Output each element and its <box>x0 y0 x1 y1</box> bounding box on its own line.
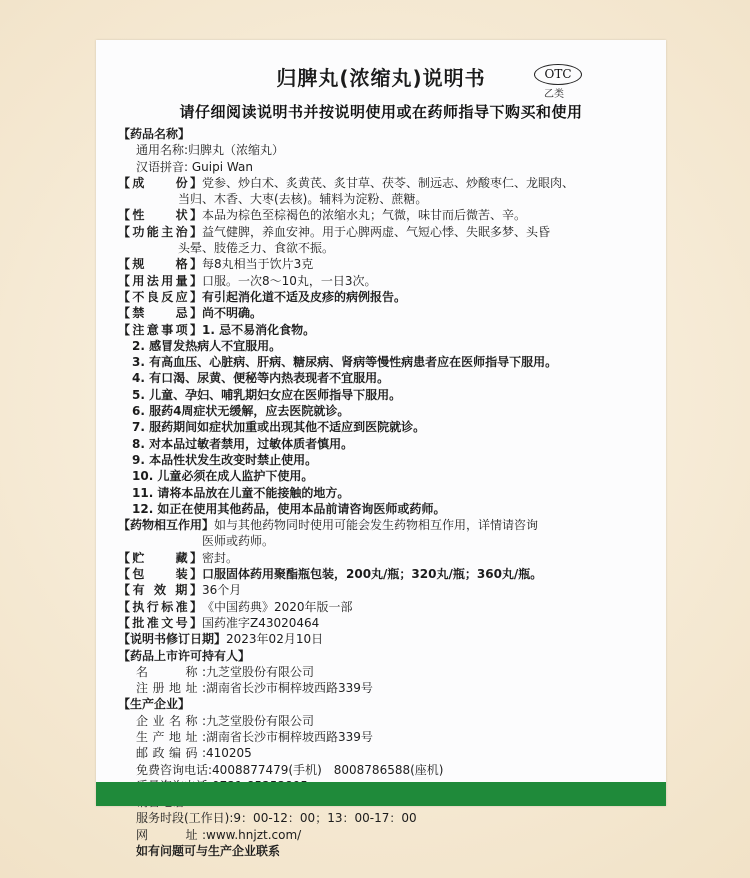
mfr-zip-row: 邮政编码:410205 <box>136 746 252 761</box>
holder-heading: 【药品上市许可持有人】 <box>118 648 251 663</box>
mfr-hours-row: 服务时段(工作日):9：00-12：00；13：00-17：00 <box>136 811 417 826</box>
notes-item: 12. 如正在使用其他药品，使用本品前请咨询医师或药师。 <box>132 501 446 516</box>
function-cont: 头晕、肢倦乏力、食欲不振。 <box>178 241 335 256</box>
notes-item: 7. 服药期间如症状加重或出现其他不适应到医院就诊。 <box>132 420 426 435</box>
otc-mark: OTC <box>534 64 582 85</box>
approval-row: 【批准文号】国药准字Z43020464 <box>118 615 320 630</box>
notes-item: 10. 儿童必须在成人监护下使用。 <box>132 469 314 484</box>
notes-item: 2. 感冒发热病人不宜服用。 <box>132 338 282 353</box>
notes-row-1: 【注意事项】1. 忌不易消化食物。 <box>118 322 316 337</box>
standard-row: 【执行标准】《中国药典》2020年版一部 <box>118 599 353 614</box>
notes-item: 11. 请将本品放在儿童不能接触的地方。 <box>132 485 350 500</box>
manufacturer-heading: 【生产企业】 <box>118 697 191 712</box>
bottom-green-bar <box>96 782 666 806</box>
notes-item: 3. 有高血压、心脏病、肝病、糖尿病、肾病等慢性病患者应在医师指导下服用。 <box>132 355 558 370</box>
function-row: 【功能主治】益气健脾，养血安神。用于心脾两虚、气短心悸、失眠多梦、头昏 <box>118 224 551 239</box>
instruction-sheet <box>96 40 666 859</box>
interaction-row: 【药物相互作用】如与其他药物同时使用可能会发生药物相互作用，详情请咨询 <box>118 518 539 533</box>
revision-row: 【说明书修订日期】2023年02月10日 <box>118 632 324 647</box>
spec-row: 【规 格】每8丸相当于饮片3克 <box>118 257 314 272</box>
drug-name-heading: 【药品名称】 <box>118 127 191 141</box>
notes-item: 8. 对本品过敏者禁用，过敏体质者慎用。 <box>132 436 354 451</box>
notes-item: 9. 本品性状发生改变时禁止使用。 <box>132 452 318 467</box>
notes-item: 4. 有口渴、尿黄、便秘等内热表现者不宜服用。 <box>132 371 390 386</box>
usage-warning: 请仔细阅读说明书并按说明使用或在药师指导下购买和使用 <box>179 103 583 121</box>
adverse-row: 【不良反应】有引起消化道不适及皮疹的病例报告。 <box>118 289 407 304</box>
storage-row: 【贮 藏】密封。 <box>118 550 239 565</box>
notes-item: 6. 服药4周症状无缓解，应去医院就诊。 <box>132 404 350 419</box>
ingredients-row: 【成 份】党参、炒白术、炙黄芪、炙甘草、茯苓、制远志、炒酸枣仁、龙眼肉、 <box>118 175 575 190</box>
otc-class: 乙类 <box>544 89 564 100</box>
notes-item: 5. 儿童、孕妇、哺乳期妇女应在医师指导下服用。 <box>132 387 402 402</box>
usage-row: 【用法用量】口服。一次8～10丸，一日3次。 <box>118 273 377 288</box>
mfr-contact-row: 如有问题可与生产企业联系 <box>136 844 281 859</box>
mfr-free-row: 免费咨询电话:4008877479(手机) 8008786588(座机) <box>136 762 444 777</box>
instruction-content <box>118 126 648 859</box>
ingredients-cont: 当归、木香、大枣(去核)。辅料为淀粉、蔗糖。 <box>178 192 428 207</box>
contra-row: 【禁 忌】尚不明确。 <box>118 306 263 321</box>
common-name-row: 通用名称:归脾丸（浓缩丸） <box>136 143 285 158</box>
mfr-web-row: 网 址:www.hnjzt.com/ <box>136 827 302 842</box>
holder-name-row: 名 称:九芝堂股份有限公司 <box>136 664 315 679</box>
package-row: 【包 装】口服固体药用聚酯瓶包装，200丸/瓶；320丸/瓶；360丸/瓶。 <box>118 567 543 582</box>
document-title: 归脾丸(浓缩丸)说明书 <box>276 66 486 90</box>
mfr-name-row: 企业名称:九芝堂股份有限公司 <box>136 713 315 728</box>
holder-addr-row: 注册地址:湖南省长沙市桐梓坡西路339号 <box>136 681 373 696</box>
validity-row: 【有 效 期】36个月 <box>118 583 242 598</box>
pinyin-row: 汉语拼音: Guipi Wan <box>136 159 253 174</box>
character-row: 【性 状】本品为棕色至棕褐色的浓缩水丸；气微，味甘而后微苦、辛。 <box>118 208 527 223</box>
interaction-cont: 医师或药师。 <box>202 534 275 549</box>
mfr-addr-row: 生产地址:湖南省长沙市桐梓坡西路339号 <box>136 729 373 744</box>
